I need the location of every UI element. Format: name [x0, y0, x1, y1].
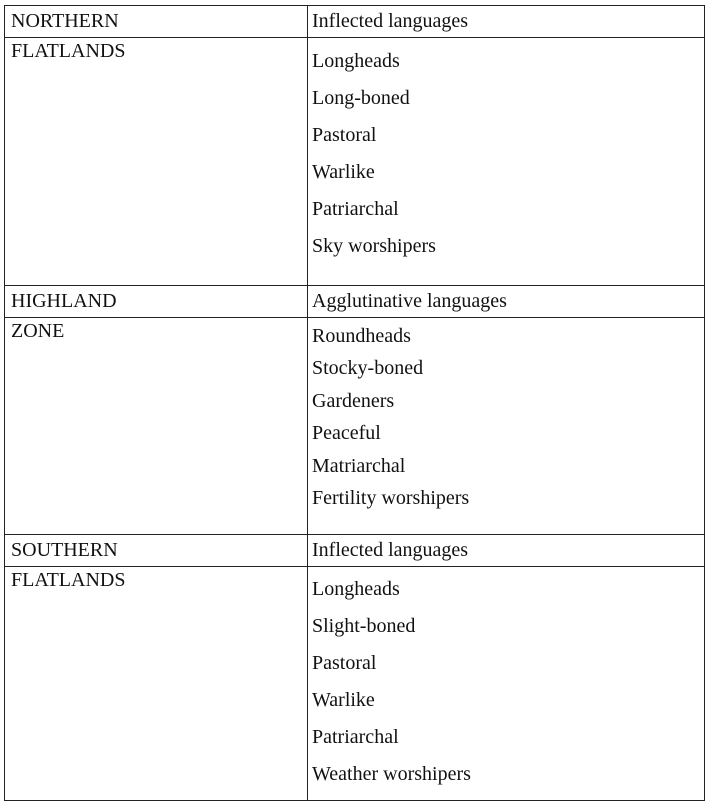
traits-cell: [308, 318, 705, 535]
zone-name-cell: [5, 6, 308, 38]
zone-name-cell: [5, 318, 308, 535]
trait-item: Peaceful: [312, 422, 381, 445]
trait-item: Patriarchal: [312, 726, 399, 748]
zone-name-line1: SOUTHERN: [11, 539, 118, 561]
trait-item: Pastoral: [312, 652, 377, 674]
zone-body-row: [5, 567, 705, 801]
traits-list: [308, 38, 704, 272]
trait-item: Sky worshipers: [312, 235, 436, 257]
zone-name-line2: FLATLANDS: [11, 569, 126, 591]
zone-header-row: [5, 286, 705, 318]
traits-list: [308, 318, 704, 519]
trait-item: Warlike: [312, 689, 375, 711]
trait-item: Long-boned: [312, 87, 410, 109]
trait-item: Patriarchal: [312, 198, 399, 220]
trait-item: Longheads: [312, 578, 400, 600]
traits-cell: [308, 567, 705, 801]
trait-item: Gardeners: [312, 389, 395, 412]
traits-cell: [308, 38, 705, 286]
language-cell: [308, 286, 705, 318]
trait-item: Pastoral: [312, 124, 377, 146]
zone-body-row: [5, 38, 705, 286]
zone-name-line1: HIGHLAND: [11, 290, 117, 312]
zone-name-cell: [5, 567, 308, 801]
language-type: Inflected languages: [312, 539, 469, 561]
language-cell: [308, 6, 705, 38]
traits-list: [308, 567, 704, 800]
trait-item: Stocky-boned: [312, 357, 424, 380]
zones-table: [4, 5, 705, 801]
zone-header-row: [5, 535, 705, 567]
trait-item: Roundheads: [312, 325, 411, 347]
language-cell: [308, 535, 705, 567]
trait-item: Warlike: [312, 161, 375, 183]
zone-name-line1: NORTHERN: [11, 10, 119, 32]
trait-item: Longheads: [312, 50, 400, 72]
trait-item: Matriarchal: [312, 454, 406, 477]
zone-header-row: [5, 6, 705, 38]
language-type: Agglutinative languages: [312, 290, 507, 312]
trait-item: Fertility worshipers: [312, 486, 470, 509]
trait-item: Slight-boned: [312, 615, 416, 637]
zone-name-line2: FLATLANDS: [11, 40, 126, 62]
zone-name-cell: [5, 286, 308, 318]
zone-body-row: [5, 318, 705, 535]
language-type: Inflected languages: [312, 10, 469, 32]
zone-name-cell: [5, 38, 308, 286]
zone-name-cell: [5, 535, 308, 567]
zone-name-line2: ZONE: [11, 320, 65, 342]
trait-item: Weather worshipers: [312, 763, 471, 785]
